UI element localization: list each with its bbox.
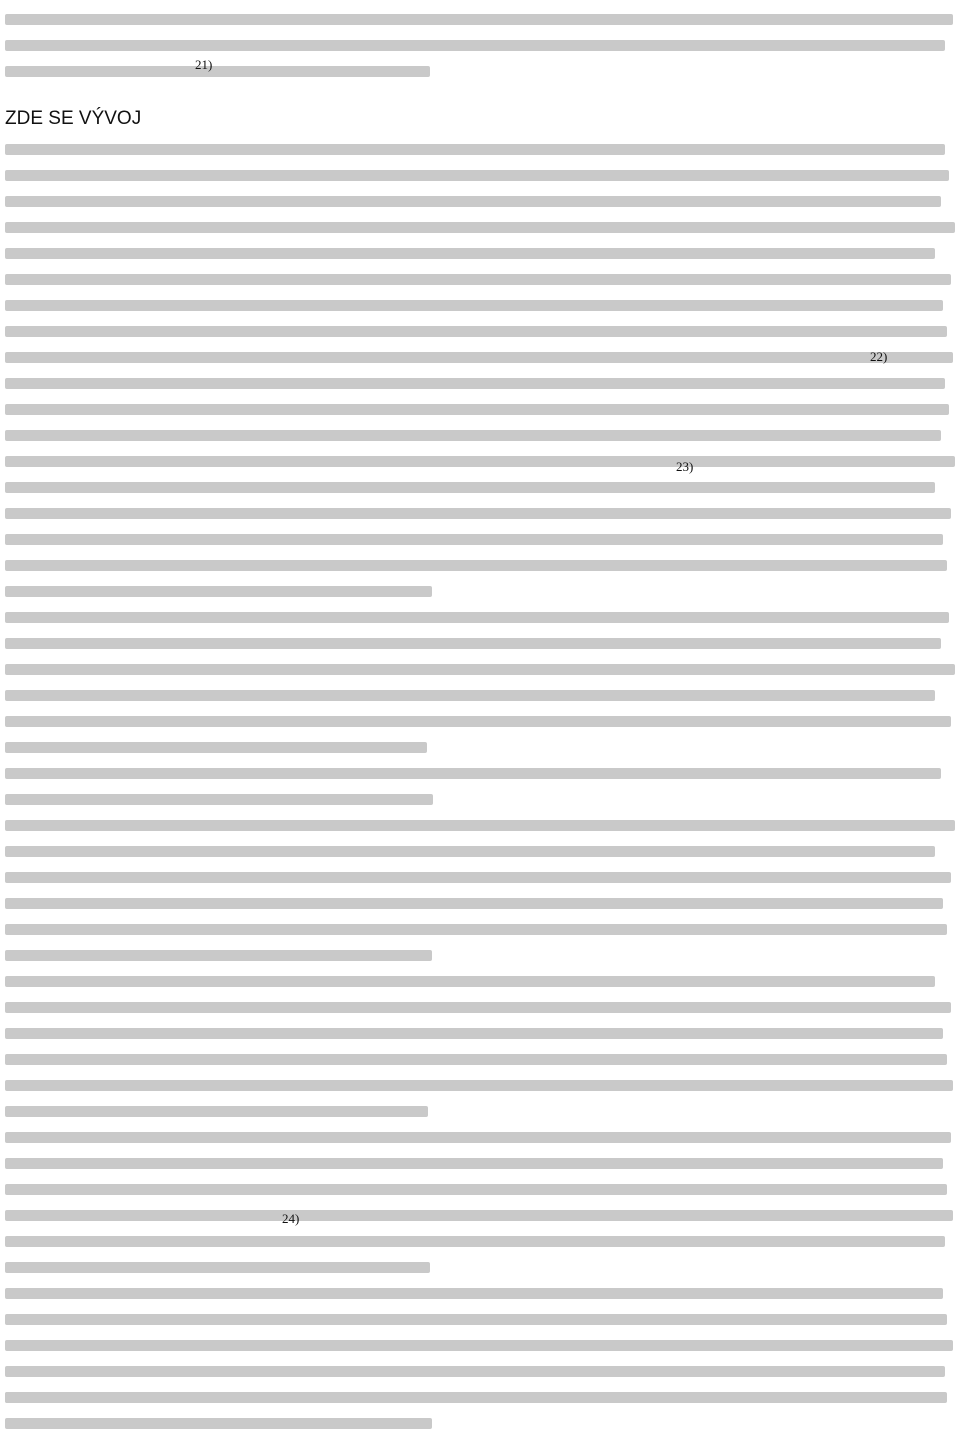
text-line-placeholder [5,170,949,181]
text-line-placeholder [5,638,941,649]
text-line-placeholder [5,1236,945,1247]
text-line-placeholder [5,1132,951,1143]
text-line-placeholder [5,1392,947,1403]
text-line-placeholder [5,560,947,571]
text-line-placeholder [5,690,935,701]
text-line-placeholder [5,872,951,883]
text-line-placeholder [5,349,953,364]
text-line-placeholder [5,456,955,467]
text-line-placeholder [5,1210,953,1221]
text-line-placeholder [5,924,947,935]
paragraph-1 [5,6,955,84]
paragraph-5 [5,812,955,968]
paragraph-6 [5,968,955,1124]
text-line-placeholder [5,482,935,493]
text-line-placeholder [5,508,951,519]
text-line-placeholder [5,300,943,311]
text-line-placeholder [5,40,945,51]
text-line-placeholder [5,248,935,259]
text-line-placeholder [5,1262,430,1273]
text-line-placeholder [5,1366,945,1377]
text-line-placeholder [5,534,943,545]
paragraph-4 [5,760,955,812]
text-line-placeholder [5,742,427,753]
text-line-placeholder [5,716,951,727]
text-line-placeholder [5,950,432,961]
text-line-placeholder [5,1314,947,1325]
text-line-placeholder [5,612,949,623]
text-line-placeholder [5,586,432,597]
text-line-placeholder [5,144,945,155]
text-line-placeholder [5,1288,943,1299]
text-line-placeholder [5,378,945,389]
footnote-marker: 23) [676,459,694,474]
footnote-marker: 21) [195,57,213,72]
text-line-placeholder [5,14,953,25]
text-line-placeholder [5,820,955,831]
section-heading: ZDE SE VÝVOJ [5,108,142,129]
text-line-placeholder [5,1080,953,1091]
text-line-placeholder [5,196,941,207]
footnote-marker: 22) [870,349,888,364]
text-line-placeholder [5,66,430,77]
paragraph-7 [5,1124,955,1280]
text-line-placeholder [5,898,943,909]
text-line-placeholder [5,1054,947,1065]
text-line-placeholder [5,794,433,805]
text-line-placeholder [5,1340,953,1351]
text-line-placeholder [5,222,955,233]
text-line-placeholder [5,430,941,441]
text-line-placeholder [5,976,935,987]
text-line-placeholder [5,846,935,857]
text-line-placeholder [5,274,951,285]
paragraph-9 [5,1384,955,1436]
text-line-placeholder [5,664,955,675]
text-line-placeholder [5,1028,943,1039]
footnote-marker: 24) [282,1211,300,1226]
text-line-placeholder [5,1002,951,1013]
text-line-placeholder [5,1418,432,1429]
paragraph-3 [5,604,955,760]
text-line-placeholder [5,1184,947,1195]
text-line-placeholder [5,1158,943,1169]
text-line-placeholder [5,768,941,779]
text-line-placeholder [5,404,949,415]
text-line-placeholder [5,1106,428,1117]
text-line-placeholder [5,326,947,337]
paragraph-2 [5,136,955,604]
